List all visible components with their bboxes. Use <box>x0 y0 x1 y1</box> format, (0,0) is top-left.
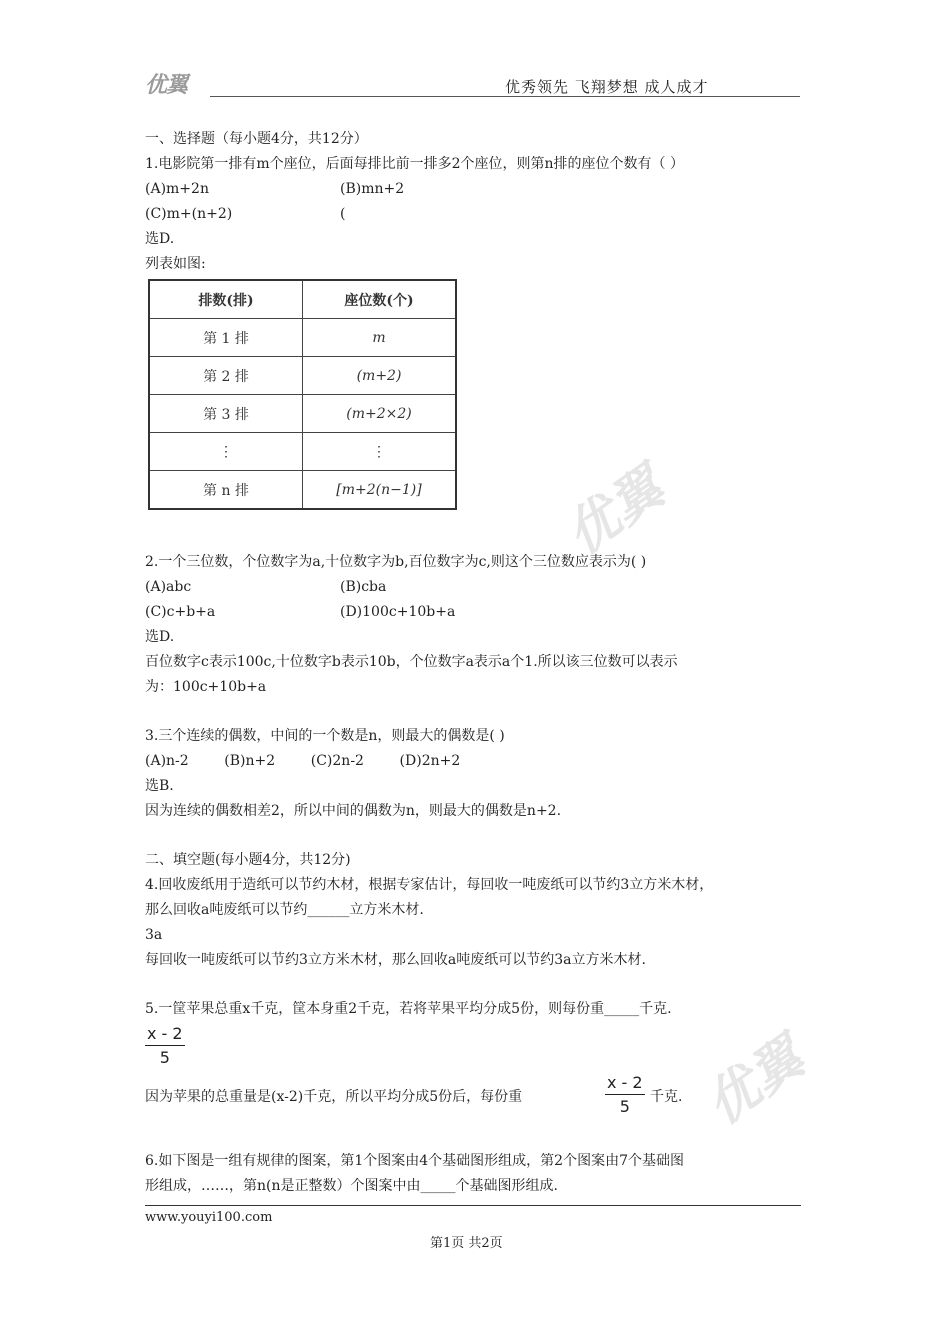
question-stem: 3.三个连续的偶数，中间的一个数是n，则最大的偶数是( ) <box>145 728 505 744</box>
table-cell: ⋮ <box>303 433 457 471</box>
explanation: 因为连续的偶数相差2，所以中间的偶数为n，则最大的偶数是n+2. <box>145 803 562 819</box>
answer: 选D. <box>145 629 175 645</box>
question-stem: 那么回收a吨废纸可以节约______立方米木材. <box>145 902 424 918</box>
brand-logo: 优翼 <box>145 73 188 98</box>
header-slogan: 优秀领先 飞翔梦想 成人成才 <box>505 78 709 96</box>
answer: 选D. <box>145 231 175 247</box>
table-header-cell: 座位数(个) <box>303 280 457 319</box>
section-title: 一、选择题（每小题4分，共12分） <box>145 131 368 147</box>
question-stem: 1.电影院第一排有m个座位，后面每排比前一排多2个座位，则第n排的座位个数有（ ） <box>145 156 685 172</box>
option-d: ( <box>340 206 346 222</box>
explanation: 因为苹果的总重量是(x-2)千克，所以平均分成5份后，每份重 <box>145 1089 523 1105</box>
explanation: 列表如图: <box>145 256 206 272</box>
answer: 3a <box>145 927 163 943</box>
table-cell: 第 n 排 <box>149 471 303 510</box>
explanation: 为：100c+10b+a <box>145 679 267 695</box>
table-cell: (m+2) <box>303 357 457 395</box>
fraction-numerator: x - 2 <box>605 1073 645 1095</box>
table-row <box>149 357 456 395</box>
table-cell: [m+2(n−1)] <box>303 471 457 510</box>
option-b: (B)mn+2 <box>340 181 405 197</box>
table-row <box>149 395 456 433</box>
seat-table <box>148 279 457 510</box>
fraction-denominator: 5 <box>619 1097 630 1116</box>
table-row <box>149 471 456 510</box>
explanation-fraction <box>605 1073 645 1116</box>
explanation: 每回收一吨废纸可以节约3立方米木材，那么回收a吨废纸可以节约3a立方米木材. <box>145 952 646 968</box>
question-stem: 5.一筐苹果总重x千克，筐本身重2千克，若将苹果平均分成5份，则每份重_____千克. <box>145 1001 672 1017</box>
question-stem: 2.一个三位数，个位数字为a,十位数字为b,百位数字为c,则这个三位数应表示为( ) <box>145 554 647 570</box>
section-title: 二、填空题(每小题4分，共12分) <box>145 852 351 868</box>
fraction-numerator: x - 2 <box>145 1024 185 1046</box>
table-cell: ⋮ <box>149 433 303 471</box>
table-cell: 第 1 排 <box>149 319 303 357</box>
table-cell: (m+2×2) <box>303 395 457 433</box>
footer-rule <box>145 1205 801 1206</box>
question-stem: 4.回收废纸用于造纸可以节约木材，根据专家估计，每回收一吨废纸可以节约3立方米木材， <box>145 877 714 893</box>
question-stem: 6.如下图是一组有规律的图案，第1个图案由4个基础图形组成，第2个图案由7个基础图 <box>145 1153 684 1169</box>
table-cell: 第 3 排 <box>149 395 303 433</box>
table-header-row <box>149 280 456 319</box>
answer: 选B. <box>145 778 174 794</box>
option-d: (D)100c+10b+a <box>340 604 456 620</box>
option-c: (C)m+(n+2) <box>145 206 233 222</box>
page-number: 第1页 共2页 <box>430 1236 503 1251</box>
option-b: (B)cba <box>340 579 387 595</box>
option-c: (C)c+b+a <box>145 604 216 620</box>
watermark-logo: 优翼 <box>555 457 675 567</box>
watermark-logo: 优翼 <box>695 1027 815 1137</box>
option-a: (A)m+2n <box>145 181 209 197</box>
table-row <box>149 319 456 357</box>
explanation: 千克. <box>650 1089 683 1105</box>
table-cell: 第 2 排 <box>149 357 303 395</box>
table-header-cell: 排数(排) <box>149 280 303 319</box>
question-stem: 形组成，……，第n(n是正整数）个图案中由_____个基础图形组成. <box>145 1178 558 1194</box>
explanation: 百位数字c表示100c,十位数字b表示10b，个位数字a表示a个1.所以该三位数可以表示 <box>145 654 678 670</box>
options-row: (A)n-2 (B)n+2 (C)2n-2 (D)2n+2 <box>145 753 461 769</box>
table-cell: m <box>303 319 457 357</box>
answer-fraction <box>145 1024 185 1067</box>
header-rule <box>210 96 800 97</box>
footer-url[interactable]: www.youyi100.com <box>145 1210 273 1225</box>
option-a: (A)abc <box>145 579 192 595</box>
table-row <box>149 433 456 471</box>
fraction-denominator: 5 <box>159 1048 170 1067</box>
